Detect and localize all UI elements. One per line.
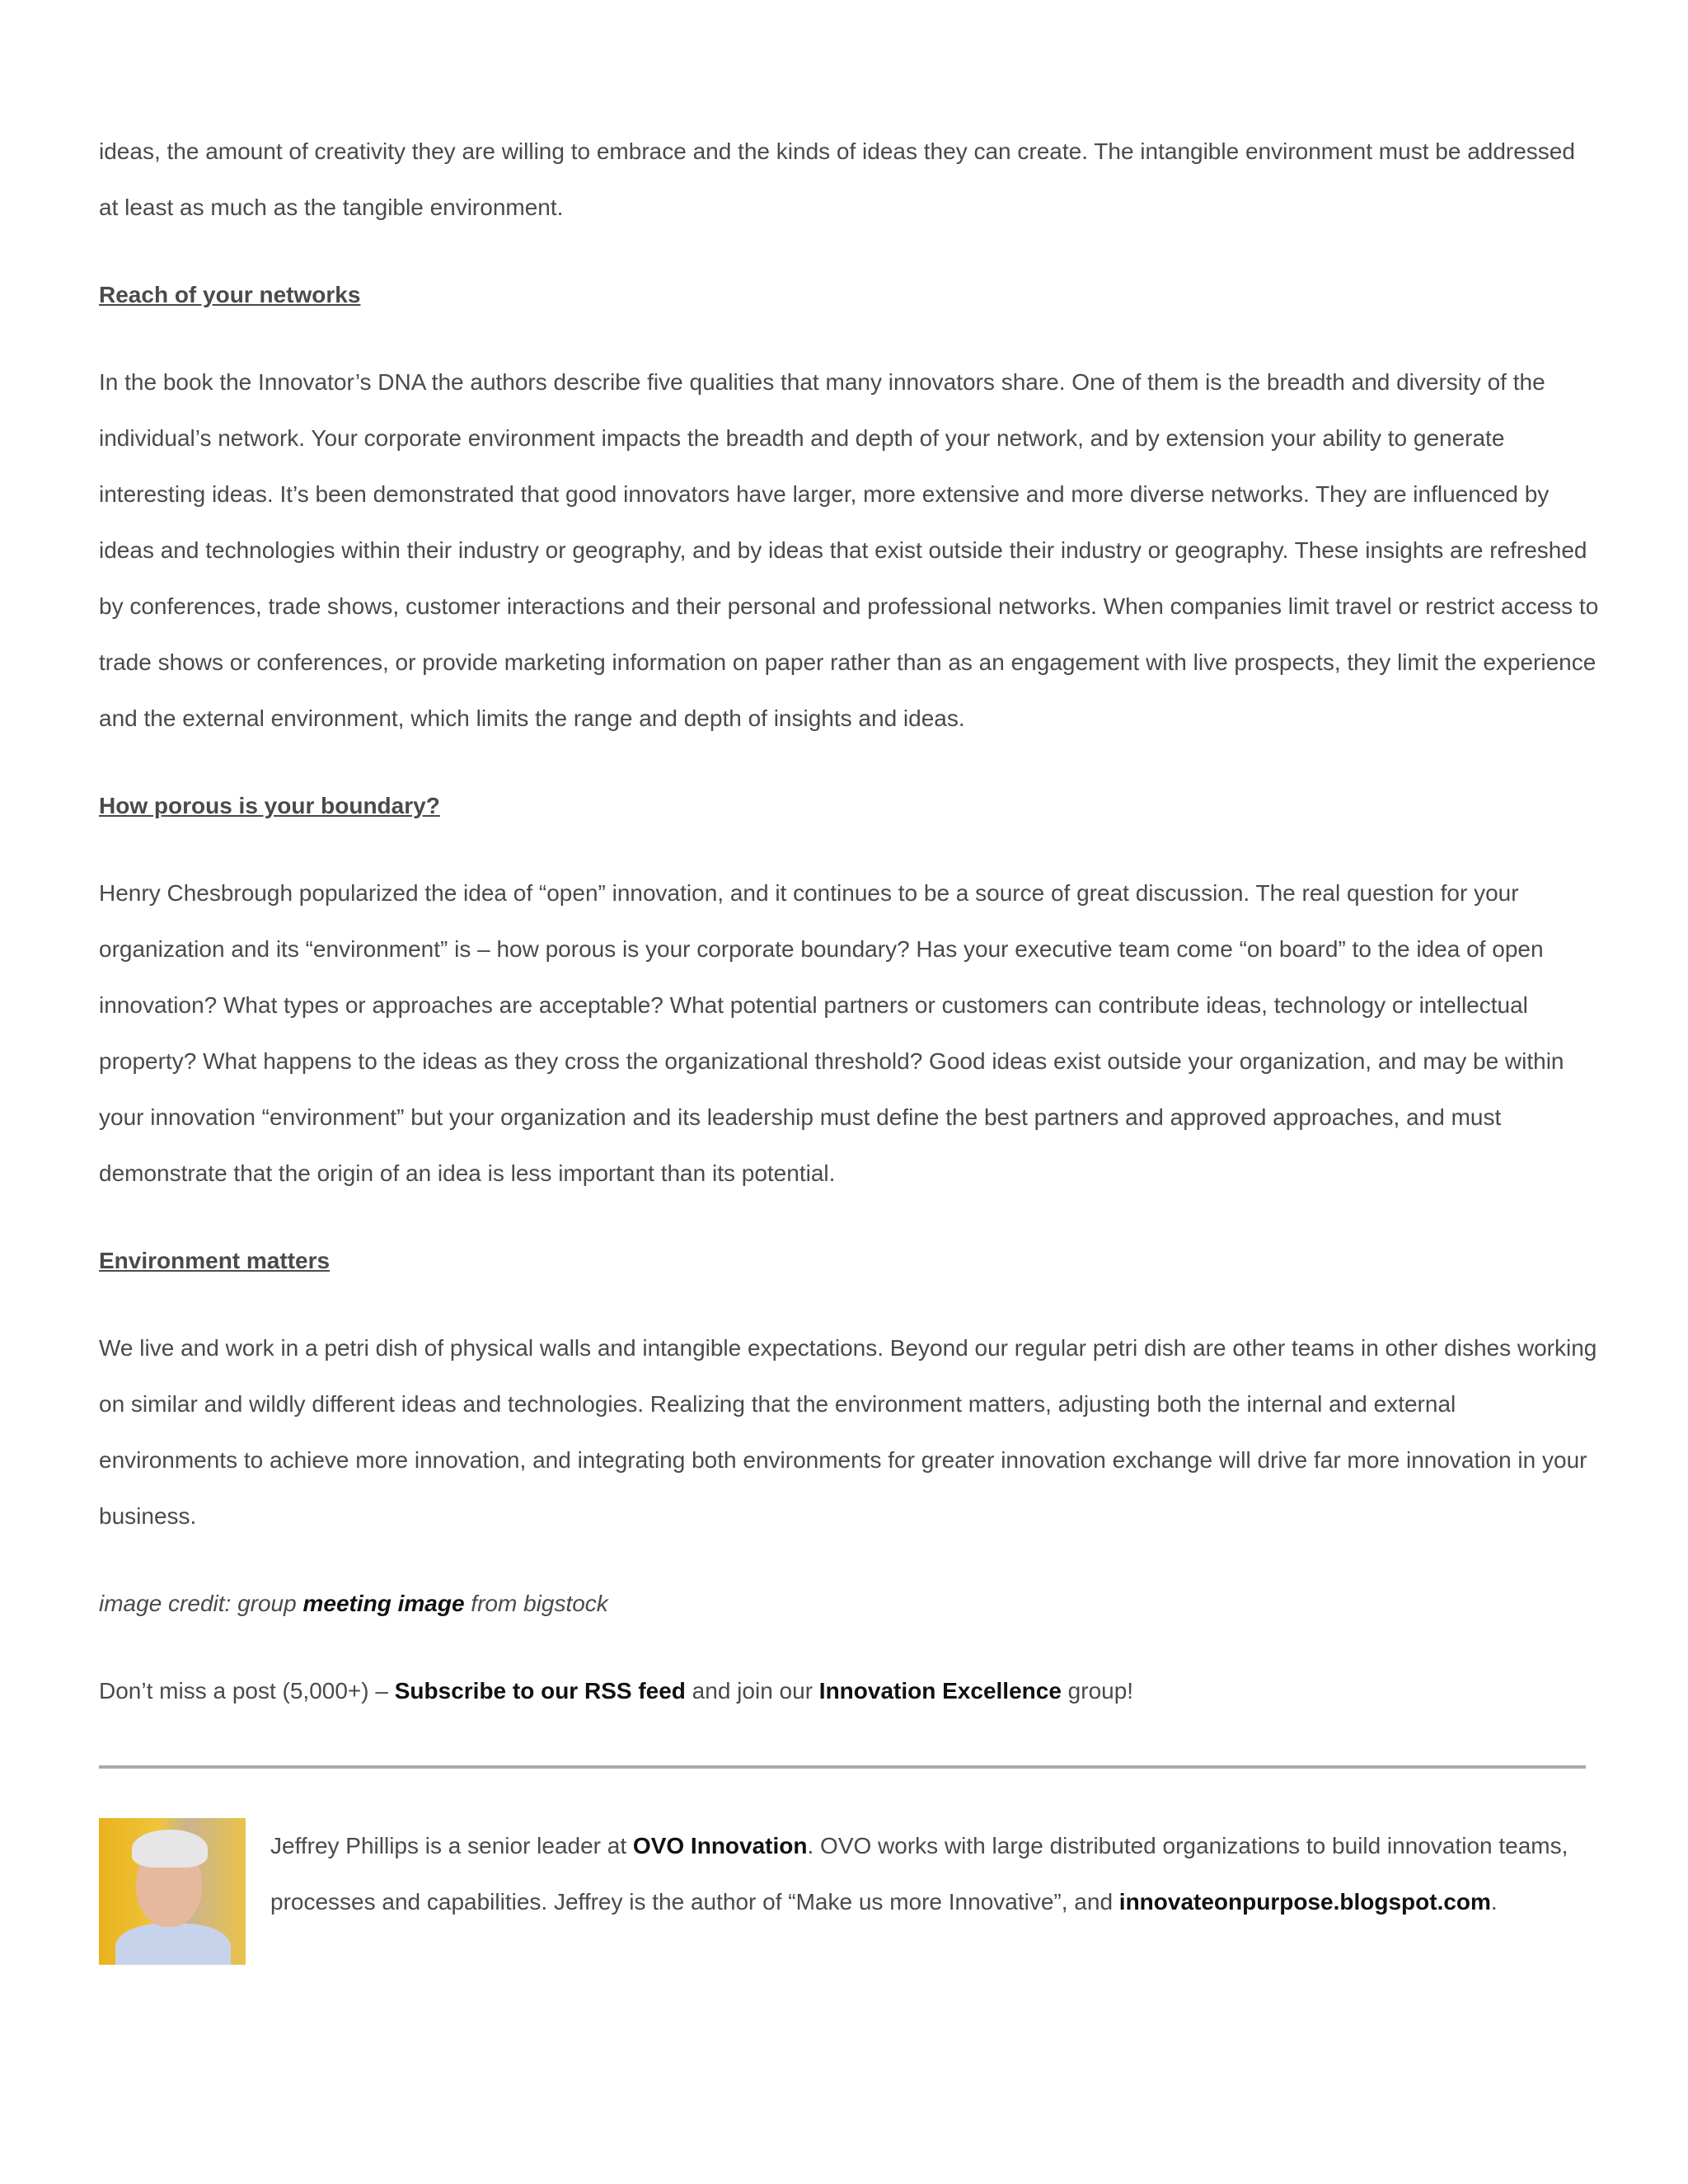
ovo-innovation-link[interactable]: OVO Innovation bbox=[632, 1833, 808, 1858]
author-bio-suffix: . bbox=[1490, 1889, 1498, 1915]
image-credit-link[interactable]: meeting image bbox=[302, 1591, 465, 1616]
author-bio bbox=[270, 1818, 1599, 1930]
avatar-shirt bbox=[115, 1924, 231, 1965]
image-credit bbox=[99, 1576, 1599, 1632]
subscribe-middle: and join our bbox=[685, 1678, 819, 1704]
rss-feed-link[interactable]: Subscribe to our RSS feed bbox=[394, 1678, 686, 1704]
section-heading-boundary: How porous is your boundary? bbox=[99, 793, 440, 818]
image-credit-prefix: image credit: group bbox=[99, 1591, 303, 1616]
section-body-networks: In the book the Innovator’s DNA the authors describe five qualities that many innovators share. One of them is the breadth and diversity of the individual’s network. Your corporate environment impacts the breadth and depth of your network, and by extension your ability to generate interesting ideas. It’s been demonstrated that good innovators have larger, more extensive and more diverse networks. They are influenced by ideas and technologies within their industry or geography, and by ideas that exist outside their industry or geography. These insights are refreshed by conferences, trade shows, customer interactions and their personal and professional networks. When companies limit travel or restrict access to trade shows or conferences, or provide marketing information on paper rather than as an engagement with live prospects, they limit the experience and the external environment, which limits the range and depth of insights and ideas. bbox=[99, 369, 1599, 731]
author-bio-middle: . OVO works with large distributed organizations to build innovation teams, processes and capabilities. Jeffrey is the author of “Make us more Innovative”, and bbox=[270, 1833, 1568, 1915]
innovation-excellence-link[interactable]: Innovation Excellence bbox=[818, 1678, 1062, 1704]
intro-paragraph: ideas, the amount of creativity they are willing to embrace and the kinds of ideas they can create. The intangible environment must be addressed at least as much as the tangible environment. bbox=[99, 138, 1575, 220]
author-box bbox=[99, 1818, 1599, 1965]
section-heading-networks: Reach of your networks bbox=[99, 282, 361, 307]
subscribe-line bbox=[99, 1663, 1599, 1719]
subscribe-prefix: Don’t miss a post (5,000+) – bbox=[99, 1678, 395, 1704]
avatar-hair bbox=[132, 1830, 208, 1868]
author-avatar bbox=[99, 1818, 246, 1965]
article-body bbox=[99, 124, 1599, 1965]
author-bio-prefix: Jeffrey Phillips is a senior leader at bbox=[270, 1833, 633, 1858]
divider bbox=[99, 1765, 1586, 1769]
image-credit-suffix: from bigstock bbox=[464, 1591, 608, 1616]
blog-link[interactable]: innovateonpurpose.blogspot.com bbox=[1118, 1889, 1491, 1915]
section-body-environment: We live and work in a petri dish of physical walls and intangible expectations. Beyond our regular petri dish are other teams in other dishes working on similar and wildly different ideas and technologies. Realizing that the environment matters, adjusting both the internal and external environments to achieve more innovation, and integrating both environments for greater innovation exchange will drive far more innovation in your business. bbox=[99, 1335, 1597, 1529]
section-body-boundary: Henry Chesbrough popularized the idea of “open” innovation, and it continues to be a source of great discussion. The real question for your organization and its “environment” is – how porous is your corporate boundary? Has your executive team come “on board” to the idea of open innovation? What types or approaches are acceptable? What potential partners or customers can contribute ideas, technology or intellectual property? What happens to the ideas as they cross the organizational threshold? Good ideas exist outside your organization, and may be within your innovation “environment” but your organization and its leadership must define the best partners and approved approaches, and must demonstrate that the origin of an idea is less important than its potential. bbox=[99, 880, 1564, 1186]
section-heading-environment: Environment matters bbox=[99, 1248, 331, 1273]
subscribe-suffix: group! bbox=[1061, 1678, 1134, 1704]
